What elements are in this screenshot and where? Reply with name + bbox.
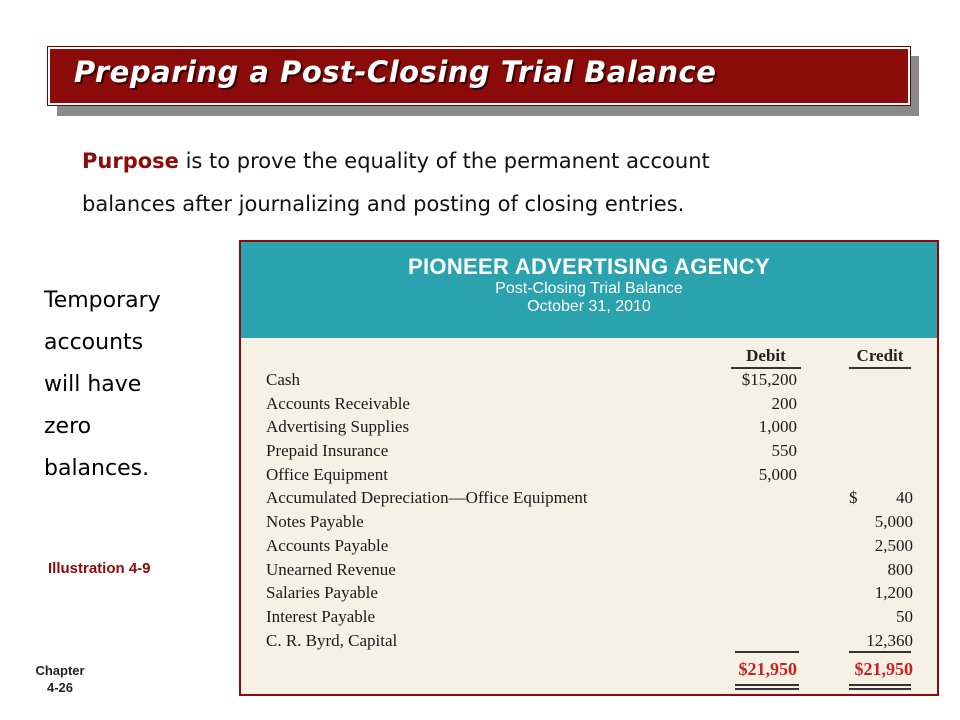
report-name: Post-Closing Trial Balance (495, 280, 683, 297)
chapter-number: 4-26 (46, 680, 74, 695)
table-row (241, 486, 937, 510)
table-row (241, 463, 937, 487)
debit-subtotal-rule (735, 651, 799, 653)
credit-double-rule (849, 684, 911, 690)
account-name: Cash (266, 370, 300, 389)
account-rows (241, 368, 937, 652)
report-date: October 31, 2010 (527, 298, 651, 315)
account-name: Accounts Payable (266, 535, 389, 555)
account-name: Office Equipment (266, 464, 388, 484)
debit-amount: $15,200 (741, 370, 797, 389)
statement-header (241, 242, 937, 338)
credit-column-header: Credit (849, 346, 911, 369)
table-row (241, 392, 937, 416)
credit-dollar-sign: $ (849, 488, 858, 508)
debit-amount: 1,000 (758, 417, 797, 437)
account-name: Interest Payable (266, 606, 376, 626)
account-name: Advertising Supplies (266, 417, 410, 437)
debit-amount: 200 (771, 393, 797, 413)
table-row (241, 629, 937, 653)
side-note-line: balances. (44, 456, 150, 481)
side-note-line: will have (44, 372, 142, 397)
side-note-line: Temporary (44, 288, 161, 313)
credit-amount: 2,500 (874, 535, 913, 555)
company-name: PIONEER ADVERTISING AGENCY (408, 254, 770, 279)
account-name: Unearned Revenue (266, 559, 396, 579)
purpose-line-1-rest: is to prove the equality of the permanent account (178, 149, 710, 173)
illustration-label: Illustration 4-9 (48, 560, 151, 577)
credit-amount: 1,200 (874, 583, 913, 603)
account-name: C. R. Byrd, Capital (266, 630, 398, 650)
debit-column-header: Debit (731, 346, 801, 369)
table-row (241, 415, 937, 439)
total-credit: $21,950 (854, 659, 913, 679)
table-row (241, 510, 937, 534)
table-row (241, 534, 937, 558)
account-name: Salaries Payable (266, 583, 378, 603)
account-name: Prepaid Insurance (266, 441, 389, 461)
credit-amount: 40 (896, 488, 913, 508)
purpose-keyword: Purpose (82, 149, 179, 173)
total-debit: $21,950 (738, 659, 797, 679)
debit-double-rule (735, 684, 799, 690)
credit-amount: 5,000 (874, 512, 913, 532)
table-row (241, 368, 937, 392)
side-note-line: zero (44, 414, 92, 439)
table-row (241, 581, 937, 605)
side-note-line: accounts (44, 330, 144, 355)
account-name: Accumulated Depreciation—Office Equipment (266, 488, 588, 508)
debit-amount: 550 (771, 441, 797, 461)
credit-amount: 12,360 (866, 630, 913, 650)
account-name: Notes Payable (266, 512, 364, 532)
credit-subtotal-rule (849, 651, 911, 653)
chapter-word: Chapter (35, 663, 85, 678)
purpose-line-2: balances after journalizing and posting of closing entries. (82, 192, 685, 216)
credit-amount: 800 (887, 559, 913, 579)
slide-title: Preparing a Post-Closing Trial Balance (74, 55, 717, 89)
side-note (44, 280, 224, 490)
table-row (241, 558, 937, 582)
trial-balance-statement (239, 240, 939, 696)
chapter-label (28, 662, 92, 696)
table-row (241, 605, 937, 629)
account-name: Accounts Receivable (266, 393, 410, 413)
debit-amount: 5,000 (758, 464, 797, 484)
purpose-line-1 (82, 140, 922, 183)
purpose-statement (82, 140, 922, 226)
table-row (241, 439, 937, 463)
credit-amount: 50 (896, 606, 913, 626)
title-bar (48, 47, 910, 105)
